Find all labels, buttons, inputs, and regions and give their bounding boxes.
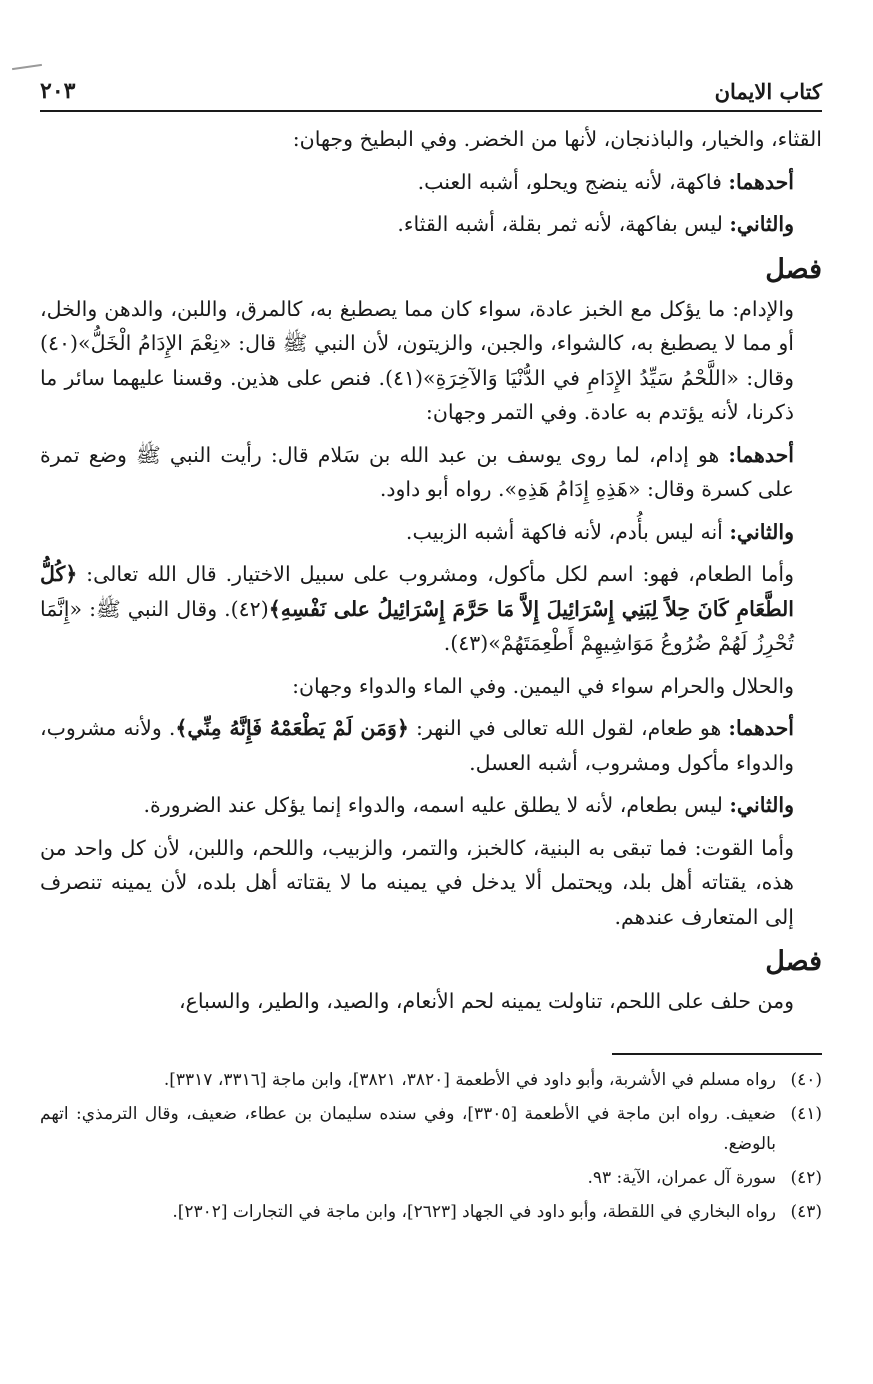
- paragraph-text: ليس بفاكهة، لأنه ثمر بقلة، أشبه القثاء.: [397, 212, 730, 236]
- footnote-text: رواه مسلم في الأشربة، وأبو داود في الأطعمة [٣٨٢٠، ٣٨٢١]، وابن ماجة [٣٣١٦، ٣٣١٧].: [163, 1069, 776, 1090]
- paragraph-text: وأما الطعام، فهو: اسم لكل مأكول، ومشروب على سبيل الاختيار. قال الله تعالى:: [77, 562, 794, 586]
- paragraph: وأما القوت: فما تبقى به البنية، كالخبز، والتمر، والزبيب، واللحم، واللبن، لأن كل واحد من هذه، يقتاته أهل بلد، ويحتمل ألا يدخل في يمينه ما لا يقتاته أهل بلده، لأن يمينه تنصرف إلى المتعارف عندهم.: [40, 835, 794, 929]
- book-page: [40, 52, 822, 1352]
- paragraph-text: أنه ليس بأُدم، لأنه فاكهة أشبه الزبيب.: [405, 519, 730, 544]
- section-heading: فصل: [765, 946, 822, 977]
- footnote-text: ضعيف. رواه ابن ماجة في الأطعمة [٣٣٠٥]، وفي سنده سليمان بن عطاء، ضعيف، وقال الترمذي: اتهم بالوضع.: [40, 1103, 776, 1154]
- pencil-mark: [12, 64, 42, 70]
- footnote-number: (٤١): [790, 1103, 822, 1124]
- footnote-number: (٤٣): [790, 1201, 822, 1222]
- paragraph-text: فاكهة، لأنه ينضج ويحلو، أشبه العنب.: [417, 169, 729, 194]
- footnote: [40, 1163, 822, 1193]
- page-number: ٢٠٣: [40, 78, 76, 104]
- paragraph: والإدام: ما يؤكل مع الخبز عادة، سواء كان مما يصطبغ به، كالمرق، واللبن، والدهن والخل، أو مما لا يصطبغ به، كالشواء، والجبن، والزيتون، لأن النبي ﷺ قال: «نِعْمَ الإِدَامُ الْخَلُّ»(٤٠) وقال: «اللَّحْمُ سَيِّدُ الإِدَامِ في الدُّنْيَا وَالآخِرَةِ»(٤١). فنص على هذين. وقسنا عليهما سائر ما ذكرنا، لأنه يؤتدم به عادة. وفي التمر وجهان:: [40, 296, 795, 424]
- paragraph: ومن حلف على اللحم، تناولت يمينه لحم الأنعام، والصيد، والطير، والسباع،: [178, 989, 794, 1013]
- footnote-divider: [612, 1053, 822, 1055]
- footnote-number: (٤٠): [790, 1069, 822, 1090]
- footnote: [40, 1099, 822, 1159]
- paragraph-lead: أحدهما:: [728, 716, 794, 740]
- paragraph-lead: والثاني:: [729, 519, 794, 544]
- footnote: [40, 1197, 822, 1227]
- paragraph-text: (٤٢). وقال النبي ﷺ: «إِنَّمَا تُحْرِزُ لَهُمْ ضُرُوعُ مَوَاشِيهِمْ أَطْعِمَتَهُمْ»(٤٣).: [40, 596, 794, 655]
- quran-quote: ﴿وَمَن لَمْ يَطْعَمْهُ فَإِنَّهُ مِنِّي﴾: [175, 716, 409, 740]
- paragraph-text: هو إدام، لما روى يوسف بن عبد الله بن سَلام قال: رأيت النبي ﷺ وضع تمرة على كسرة وقال: «هَذِهِ إِدَامُ هَذِهِ». رواه أبو داود.: [40, 442, 794, 501]
- paragraph-lead: أحدهما:: [728, 169, 794, 194]
- footnote-number: (٤٢): [790, 1167, 822, 1188]
- paragraph: القثاء، والخيار، والباذنجان، لأنها من الخضر. وفي البطيخ وجهان:: [292, 127, 822, 151]
- footnotes: [40, 1065, 822, 1227]
- paragraph: [40, 788, 822, 823]
- running-header: [40, 52, 822, 112]
- paragraph: [40, 207, 822, 242]
- paragraph-text: ليس بطعام، لأنه لا يطلق عليه اسمه، والدواء إنما يؤكل عند الضرورة.: [143, 793, 730, 817]
- paragraph-lead: والثاني:: [729, 212, 794, 236]
- paragraph: [40, 557, 822, 661]
- paragraph: [40, 515, 822, 550]
- paragraph: [40, 711, 822, 780]
- footnote-text: سورة آل عمران، الآية: ٩٣.: [587, 1167, 776, 1188]
- footnote-text: رواه البخاري في اللقطة، وأبو داود في الجهاد [٢٦٢٣]، وابن ماجة في التجارات [٢٣٠٢].: [172, 1201, 776, 1222]
- paragraph: والحلال والحرام سواء في اليمين. وفي الماء والدواء وجهان:: [292, 673, 794, 698]
- paragraph-text: هو طعام، لقول الله تعالى في النهر:: [408, 716, 729, 740]
- quran-quote: ﴿كُلُّ الطَّعَامِ كَانَ حِلاً لِبَنِي إِسْرَائِيلَ إِلاَّ مَا حَرَّمَ إِسْرَائِيلُ على نَفْسِهِ﴾: [40, 562, 794, 621]
- paragraph-lead: والثاني:: [729, 793, 794, 817]
- paragraph: [40, 438, 822, 507]
- paragraph-text: . ولأنه مشروب، والدواء مأكول ومشروب، أشبه العسل.: [40, 716, 794, 775]
- book-title: كتاب الايمان: [714, 79, 822, 104]
- paragraph-lead: أحدهما:: [728, 442, 794, 467]
- footnote: [40, 1065, 822, 1095]
- main-text: [40, 122, 822, 1019]
- section-heading: فصل: [765, 253, 822, 285]
- paragraph: [40, 165, 822, 200]
